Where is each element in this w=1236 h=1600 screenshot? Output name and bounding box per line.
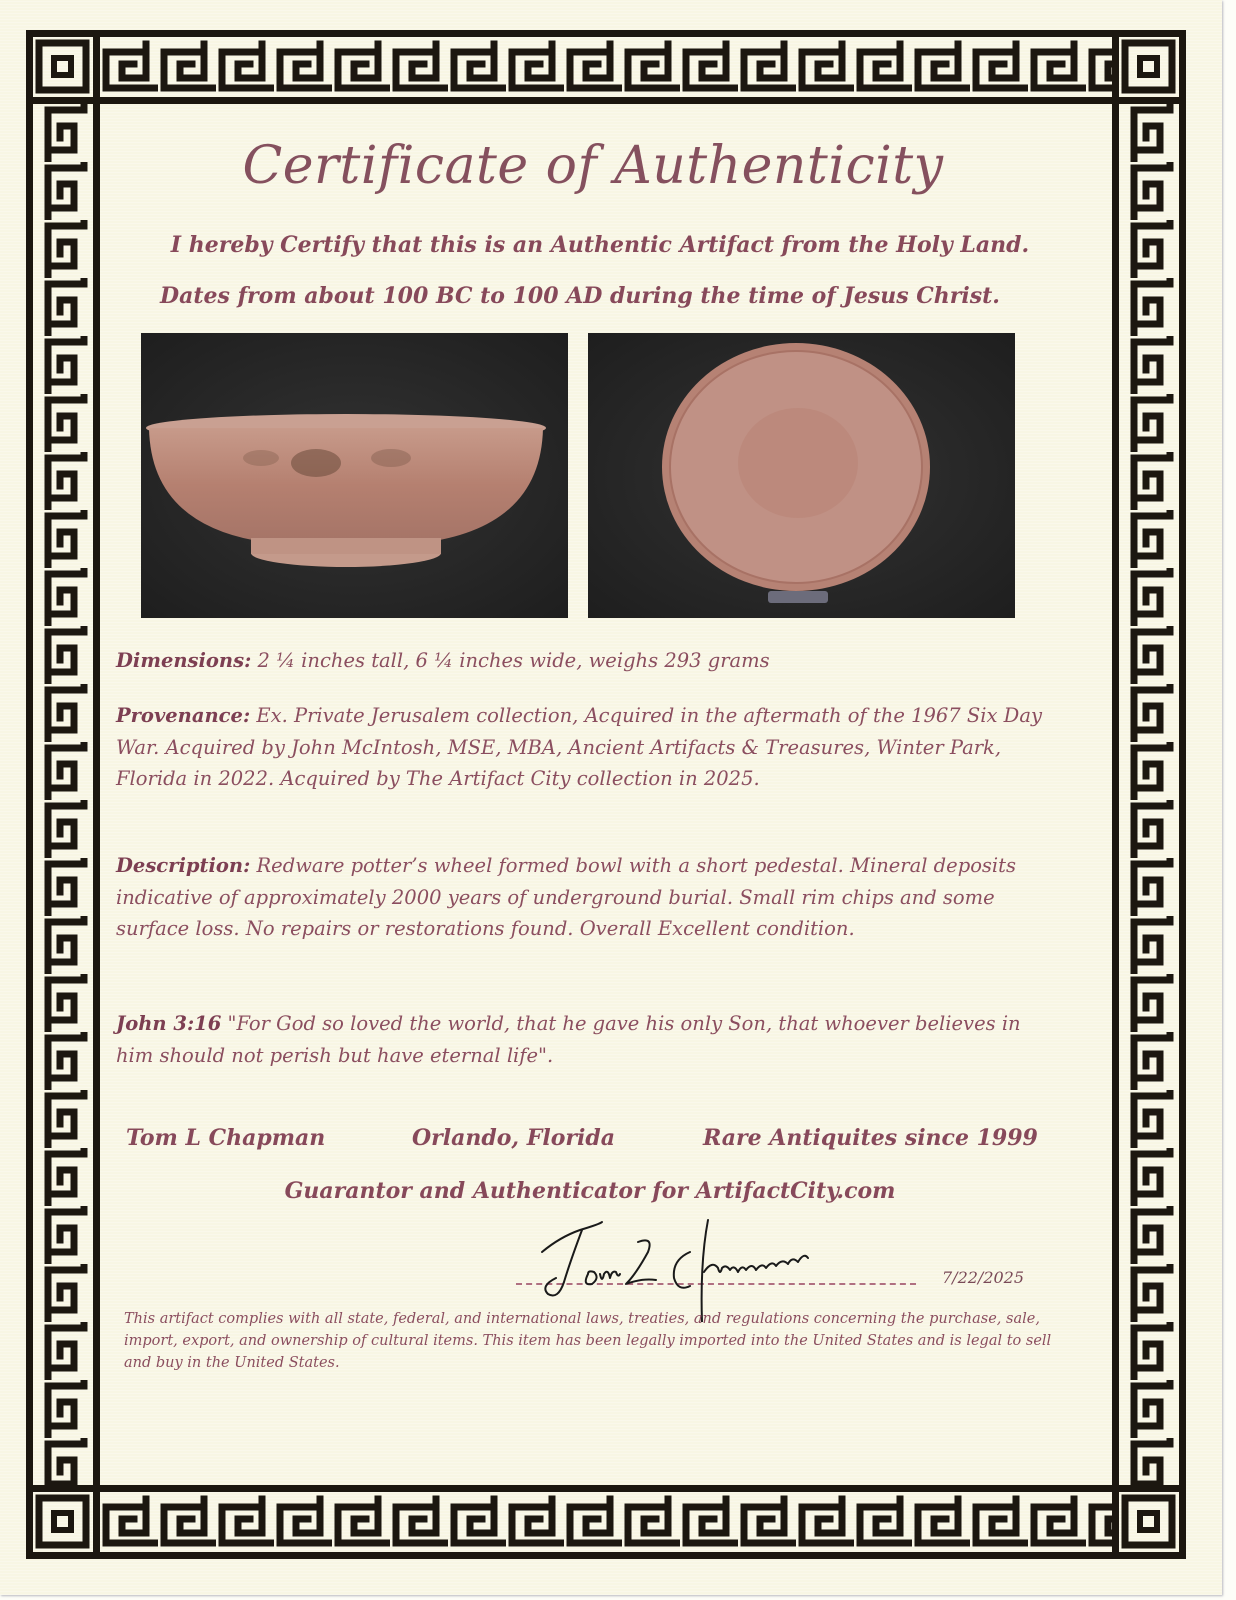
scripture-section [116,1008,1056,1071]
bowl-top-image [588,333,1015,618]
provenance-value: Ex. Private Jerusalem collection, Acquired in the aftermath of the 1967 Six Day War. Acquired by John McIntosh, MSE, MBA, Ancient Artifacts & Treasures, Winter Park, Florida in 2022. Acquired by The Artifact City collection in 2025. [116,704,1042,790]
description-label: Description: [116,854,251,877]
bowl-top-photo [588,333,1015,618]
signatory-location: Orlando, Florida [412,1125,615,1151]
signature-icon [530,1212,890,1322]
legal-compliance-notice: This artifact complies with all state, federal, and international laws, treaties, and regulations concerning the purchase, sale, import, export, and ownership of cultural items. This item has been legally imported into the United States and is legal to sell and buy in the United States. [124,1311,1052,1371]
signature-date: 7/22/2025 [942,1268,1025,1287]
provenance-section [116,700,1056,795]
bowl-side-image [141,333,568,618]
signatory-business: Rare Antiquites since 1999 [703,1125,1038,1151]
dating-statement: Dates from about 100 BC to 100 AD during the time of Jesus Christ. [160,283,1000,309]
scripture-quote: "For God so loved the world, that he gave his only Son, that whoever believes in him should not perish but have eternal life". [116,1012,1021,1067]
description-value: Redware potter’s wheel formed bowl with a short pedestal. Mineral deposits indicative of approximately 2000 years of underground burial. Small rim chips and some surface loss. No repairs or restorations found. Overall Excellent condition. [116,854,1017,940]
scripture-label: John 3:16 [116,1012,222,1035]
dimensions-value: 2 ¼ inches tall, 6 ¼ inches wide, weighs 293 grams [251,649,770,672]
artifact-photos [141,333,1016,618]
guarantor-statement: Guarantor and Authenticator for ArtifactCity.com [284,1178,896,1204]
dimensions-section [116,645,1056,677]
signatory-name: Tom L Chapman [126,1125,326,1151]
certification-statement: I hereby Certify that this is an Authentic Artifact from the Holy Land. [170,232,1030,258]
certificate-title: Certificate of Authenticity [242,136,944,196]
dimensions-label: Dimensions: [116,649,252,672]
description-section [116,850,1056,945]
provenance-label: Provenance: [116,704,251,727]
bowl-side-photo [141,333,568,618]
